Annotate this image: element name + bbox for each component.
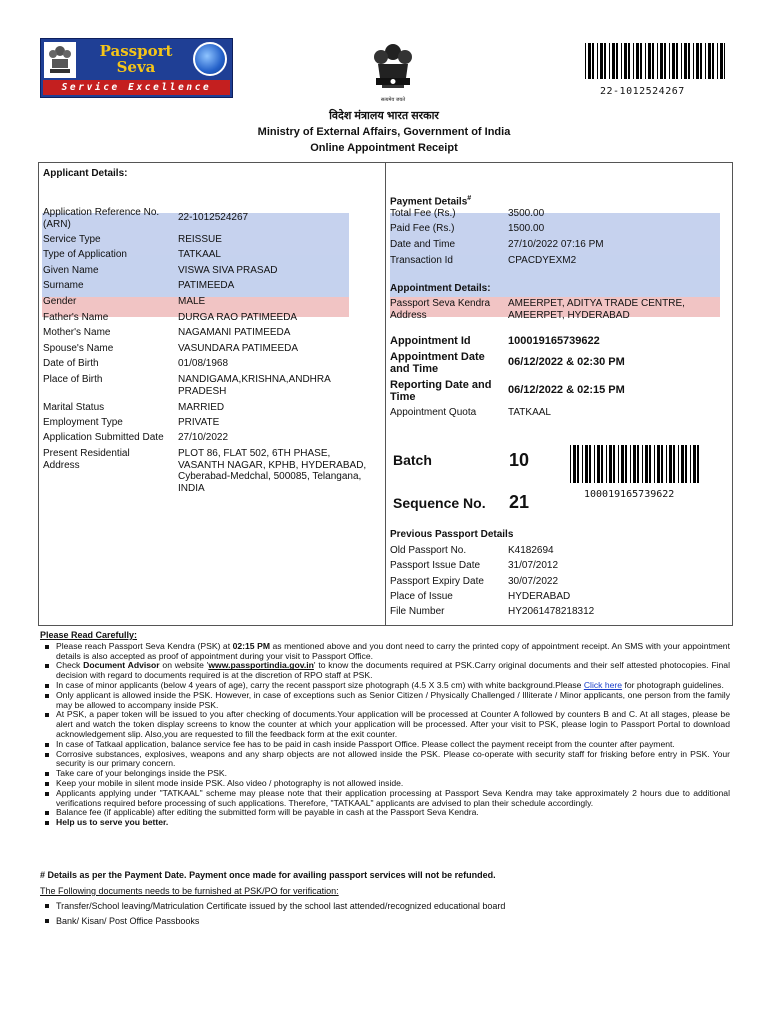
sequence-label: Sequence No. <box>393 495 486 511</box>
transaction-id-value: CPACDYEXM2 <box>508 255 577 266</box>
old-passport-value: K4182694 <box>508 545 554 556</box>
file-number-label: File Number <box>390 606 445 617</box>
note-item: Only applicant is allowed inside the PSK. However, in case of exceptions such as Senior Citizen / Physically Challenged / Illiterate / Minor applicants, one person from the family may be allowed to accompany inside PSK. <box>56 689 730 710</box>
appointment-section-title: Appointment Details: <box>390 283 491 294</box>
receipt-title: Online Appointment Receipt <box>310 142 458 154</box>
file-number-value: HY2061478218312 <box>508 606 595 617</box>
appointment-id-label: Appointment Id <box>390 335 471 347</box>
arn-barcode <box>585 43 725 79</box>
given-name-value: VISWA SIVA PRASAD <box>178 265 278 276</box>
address-label: Present Residential Address <box>43 448 130 471</box>
place-of-issue-label: Place of Issue <box>390 591 453 602</box>
payment-section-title <box>390 193 471 208</box>
documents-list <box>40 899 730 929</box>
employment-type-label: Employment Type <box>43 417 123 428</box>
service-type-value: REISSUE <box>178 234 222 245</box>
mother-name-label: Mother's Name <box>43 327 111 338</box>
note-item: Please reach Passport Seva Kendra (PSK) at 02:15 PM as mentioned above and you dont need to carry the printed copy of appointment receipt. An SMS with your appointment details is also accepted as proof of appointment during your visit to Passport Office. <box>56 640 730 661</box>
total-fee-label: Total Fee (Rs.) <box>390 208 456 219</box>
appointment-date-label: Appointment Date and Time <box>390 351 485 375</box>
logo-band: Service Excellence <box>43 80 230 95</box>
submitted-date-label: Application Submitted Date <box>43 432 164 443</box>
old-passport-label: Old Passport No. <box>390 545 467 556</box>
document-item: Bank/ Kisan/ Post Office Passbooks <box>56 914 730 929</box>
hindi-title: विदेश मंत्रालय भारत सरकार <box>329 110 439 122</box>
reporting-date-value: 06/12/2022 & 02:15 PM <box>508 384 625 396</box>
note-item: Applicants applying under "TATKAAL" scheme may please note that their application processing at Passport Seva Kendra may take approximately 2 hours due to additional verifications required before processing of such applications. Therefore, "TATKAAL" applicants are advised to plan their schedule accordingly. <box>56 787 730 808</box>
pob-value: NANDIGAMA,KRISHNA,ANDHRA PRADESH <box>178 374 331 397</box>
document-item: Transfer/School leaving/Matriculation Certificate issued by the school last attended/recognized educational board <box>56 899 730 914</box>
note-item: In case of Tatkaal application, balance service fee has to be paid in cash inside Passport Office. Please collect the payment receipt from the counter after payment. <box>56 740 730 750</box>
note-item: Balance fee (if applicable) after editing the submitted form will be payable in cash at the Passport Seva Kendra. <box>56 808 730 818</box>
mother-name-value: NAGAMANI PATIMEEDA <box>178 327 291 338</box>
note-item: Corrosive substances, explosives, weapons and any sharp objects are not allowed inside the PSK. Please co-operate with security staff for frisking before entry in PSK. Your security is our primary concern. <box>56 748 730 769</box>
instructions <box>40 631 730 828</box>
expiry-date-value: 30/07/2022 <box>508 576 559 587</box>
payment-footnote: # Details as per the Payment Date. Payment once made for availing passport services will not be refunded. <box>40 870 496 880</box>
passport-seva-logo <box>40 38 233 98</box>
service-type-label: Service Type <box>43 234 101 245</box>
father-name-value: DURGA RAO PATIMEEDA <box>178 312 298 323</box>
applicant-section-title: Applicant Details: <box>43 168 128 179</box>
documents-title: The Following documents needs to be furnished at PSK/PO for verification: <box>40 886 339 896</box>
dob-value: 01/08/1968 <box>178 358 229 369</box>
surname-label: Surname <box>43 280 84 291</box>
national-emblem-icon <box>368 40 418 102</box>
ministry-title: Ministry of External Affairs, Government of India <box>257 126 511 138</box>
total-fee-value: 3500.00 <box>508 208 545 219</box>
psk-address-label: Passport Seva Kendra Address <box>390 298 491 321</box>
marital-status-label: Marital Status <box>43 402 105 413</box>
surname-value: PATIMEEDA <box>178 280 235 291</box>
instructions-title: Please Read Carefully: <box>40 630 138 640</box>
appointment-barcode <box>570 445 702 483</box>
application-type-label: Type of Application <box>43 249 127 260</box>
note-item: At PSK, a paper token will be issued to you after checking of documents.Your application will be processed at Counter A followed by counters B and C. At all stages, please be alert and watch the token display screens to know the counter at which your application will be processed. After your visit to PSK, please login to Passport Portal to download acknowledgement slip. Also,you are requested to fill the feedback form at the exit counter. <box>56 709 730 739</box>
payment-title-mark: # <box>467 195 472 202</box>
appointment-id-value: 100019165739622 <box>508 335 600 347</box>
transaction-id-label: Transaction Id <box>390 255 453 266</box>
gender-label: Gender <box>43 296 77 307</box>
note-item: Keep your mobile in silent mode inside PSK. Also video / photography is not allowed inside. <box>56 779 730 789</box>
sequence-value: 21 <box>509 492 530 512</box>
logo-title-1: Passport <box>99 42 173 60</box>
logo-title-2: Seva <box>116 58 156 76</box>
appointment-date-value: 06/12/2022 & 02:30 PM <box>508 356 625 368</box>
arn-value: 22-1012524267 <box>178 212 249 223</box>
employment-type-value: PRIVATE <box>178 417 220 428</box>
arn-label: Application Reference No. (ARN) <box>43 207 160 230</box>
payment-title-text: Payment Details <box>390 196 468 208</box>
arn-barcode-number: 22-1012524267 <box>600 86 685 97</box>
column-divider <box>385 162 386 626</box>
globe-icon <box>193 42 227 76</box>
dob-label: Date of Birth <box>43 358 99 369</box>
photo-guidelines-link[interactable]: Click here <box>583 679 623 690</box>
psk-address-value: AMEERPET, ADITYA TRADE CENTRE, AMEERPET, HYDERABAD <box>508 298 685 321</box>
submitted-date-value: 27/10/2022 <box>178 432 229 443</box>
paid-fee-value: 1500.00 <box>508 223 545 234</box>
appointment-quota-value: TATKAAL <box>508 407 551 418</box>
batch-label: Batch <box>393 452 432 468</box>
application-type-value: TATKAAL <box>178 249 221 260</box>
pob-label: Place of Birth <box>43 374 103 385</box>
note-item: Take care of your belongings inside the PSK. <box>56 769 730 779</box>
issue-date-value: 31/07/2012 <box>508 560 559 571</box>
emblem-icon <box>44 42 76 78</box>
place-of-issue-value: HYDERABAD <box>508 591 571 602</box>
spouse-name-label: Spouse's Name <box>43 343 114 354</box>
payment-datetime-value: 27/10/2022 07:16 PM <box>508 239 604 250</box>
appointment-barcode-number: 100019165739622 <box>584 489 675 500</box>
batch-value: 10 <box>509 450 530 470</box>
address-value: PLOT 86, FLAT 502, 6TH PHASE, VASANTH NAGAR, KPHB, HYDERABAD, Cyberabad-Medchal, 500085, Telangana, INDIA <box>178 448 367 494</box>
issue-date-label: Passport Issue Date <box>390 560 481 571</box>
appointment-quota-label: Appointment Quota <box>390 407 477 418</box>
marital-status-value: MARRIED <box>178 402 225 413</box>
note-item: In case of minor applicants (below 4 years of age), carry the recent passport size photograph (4.5 X 3.5 cm) with white background.Please Click here for photograph guidelines. <box>56 681 730 691</box>
gender-value: MALE <box>178 296 206 307</box>
paid-fee-label: Paid Fee (Rs.) <box>390 223 455 234</box>
spouse-name-value: VASUNDARA PATIMEEDA <box>178 343 299 354</box>
payment-datetime-label: Date and Time <box>390 239 456 250</box>
emblem-motto: सत्यमेव जयते <box>380 97 406 103</box>
passport-website-link[interactable]: www.passportindia.gov.in <box>208 660 314 671</box>
expiry-date-label: Passport Expiry Date <box>390 576 484 587</box>
given-name-label: Given Name <box>43 265 99 276</box>
previous-passport-title: Previous Passport Details <box>390 529 514 540</box>
father-name-label: Father's Name <box>43 312 109 323</box>
note-item: Help us to serve you better. <box>56 818 730 828</box>
note-item: Check Document Advisor on website 'www.passportindia.gov.in' to know the documents required at PSK.Carry original documents and their self attested photocopies. Final decision with regard to documents required is at the discretion of RPO staff at PSK. <box>56 660 730 681</box>
reporting-date-label: Reporting Date and Time <box>390 379 492 403</box>
